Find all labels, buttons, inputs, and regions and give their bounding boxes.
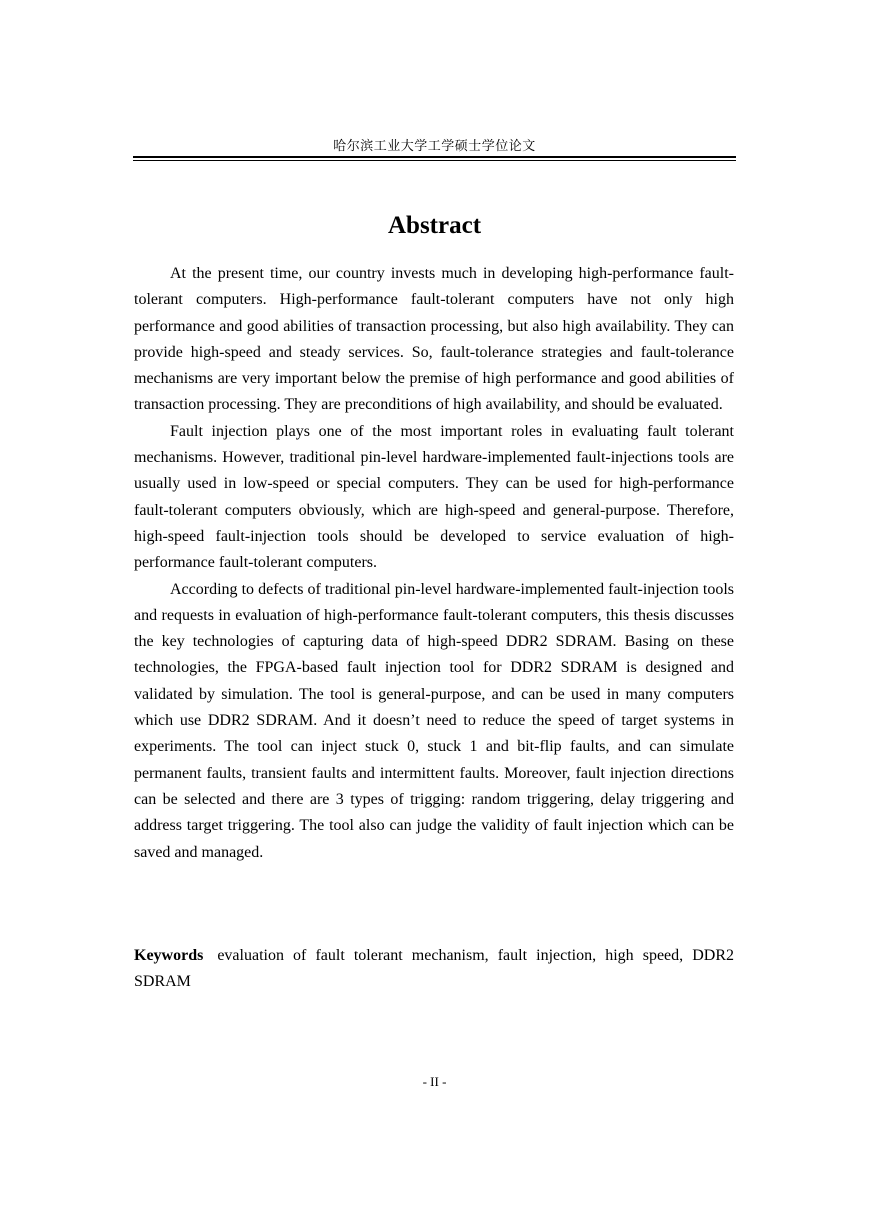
abstract-title: Abstract [387, 212, 482, 239]
keywords-text: evaluation of fault tolerant mechanism, fault injection, high speed, DDR2 SDRAM [134, 947, 734, 991]
page-number: - II - [422, 1074, 447, 1089]
abstract-paragraph-1: At the present time, our country invests much in developing high-performance fault-tolerant computers. High-performance fault-tolerant computers have not only high performance and good abilities of transaction processing, but also high availability. They can provide high-speed and steady services. So, fault-tolerance strategies and fault-tolerance mechanisms are very important below the premise of high performance and good abilities of transaction processing. They are preconditions of high availability, and should be evaluated. [134, 265, 734, 414]
keywords-section [134, 943, 734, 996]
abstract-paragraph-3: According to defects of traditional pin-level hardware-implemented fault-injection tools and requests in evaluation of high-performance fault-tolerant computers, this thesis discusses the key technologies of capturing data of high-speed DDR2 SDRAM. Basing on these technologies, the FPGA-based fault injection tool for DDR2 SDRAM is designed and validated by simulation. The tool is general-purpose, and can be used in many computers which use DDR2 SDRAM. And it doesn’t need to reduce the speed of target systems in experiments. The tool can inject stuck 0, stuck 1 and bit-flip faults, and can simulate permanent faults, transient faults and intermittent faults. Moreover, fault injection directions can be selected and there are 3 types of trigging: random triggering, delay triggering and address target triggering. The tool also can judge the validity of fault injection which can be saved and managed. [134, 580, 734, 861]
keywords-label: Keywords [134, 947, 204, 964]
page-header: 哈尔滨工业大学工学硕士学位论文 [333, 138, 536, 153]
header-double-rule [133, 156, 736, 161]
abstract-body [134, 261, 734, 866]
abstract-paragraph-2: Fault injection plays one of the most important roles in evaluating fault tolerant mechanisms. However, traditional pin-level hardware-implemented fault-injections tools are usually used in low-speed or special computers. They can be used for high-performance fault-tolerant computers obviously, which are high-speed and general-purpose. Therefore, high-speed fault-injection tools should be developed to service evaluation of high-performance fault-tolerant computers. [134, 422, 734, 572]
